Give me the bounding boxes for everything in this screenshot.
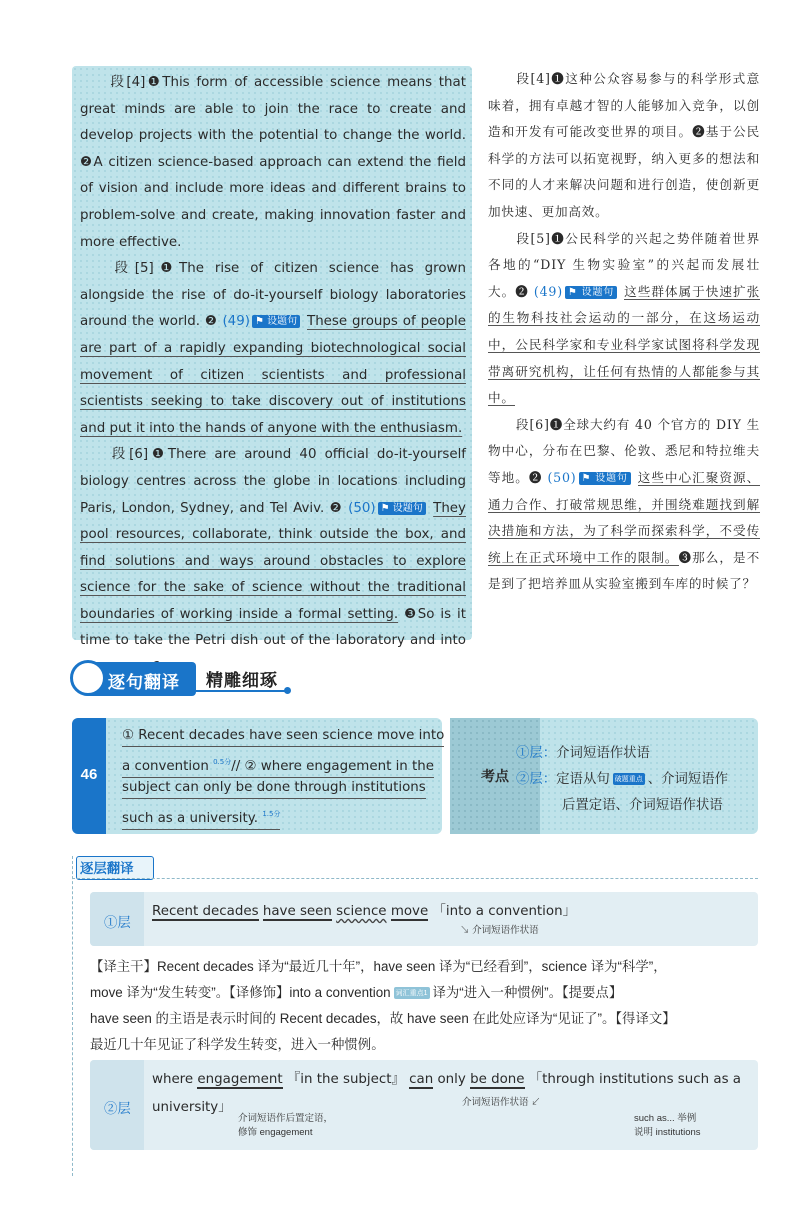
magnifier-icon	[70, 660, 106, 696]
paragraph-label: 段[6]	[108, 447, 149, 463]
sentence-number: 46	[80, 766, 98, 783]
cn-paragraph-6: 段[6]❶全球大约有 40 个官方的 DIY 生物中心，分布在巴黎、伦敦、悉尼和特拉维夫等地。❷ (50) ⚑ 设题句 这些中心汇聚资源、通力合作、打破常规思维，并围绕难题找到解决措施和方法，为了科学而探索科学，不受传统上在正式环境中工作的限制。❸那么，是不是到了把培养皿从实验室搬到车库的时候了？	[488, 416, 761, 592]
section-subtitle: 精雕细琢	[206, 671, 278, 690]
kaodian-item: ②层：定语从句 破题重点 、介词短语作	[516, 771, 729, 786]
layer-2-note: 介词短语作状语 ↙	[462, 1097, 541, 1108]
explain-line: have seen 的主语是表示时间的 Recent decades，故 have seen 在此处应译为“见证了”。【得译文】	[90, 1011, 676, 1026]
layered-tab-label: 逐层翻译	[80, 861, 134, 876]
kaodian-item: 后置定语、介词短语作状语	[562, 797, 723, 812]
layer-1-note: ↘ 介词短语作状语	[460, 925, 539, 936]
score-note: 1.5分	[262, 810, 281, 818]
kaodian-label: 考点	[481, 768, 509, 784]
question-sentence: They pool resources, collaborate, think outside the box, and find solutions and ways around obstacles to explore science for the sake of science without the traditional boundaries of working inside a formal setting.	[80, 500, 466, 622]
explain-line: 【译主干】Recent decades 译为“最近几十年”，have seen 译为“已经看到”，science 译为“科学”，	[90, 959, 667, 974]
flag-icon: ⚑ 设题句	[378, 502, 426, 515]
english-passage	[80, 70, 466, 682]
kaodian-item: ①层：介词短语作状语	[516, 745, 650, 760]
en-paragraph-5: 段[5]❶The rise of citizen science has grown alongside the rise of do-it-yourself biology laboratories around the world. ❷ (49) ⚑ 设题句 These groups of people are part of a rapidly expanding biotechnological social movement of citizen scientists and professional scientists seeking to take discovery out of institutions and put it into the hands of anyone with the enthusiasm.	[80, 261, 467, 436]
divider-dot	[284, 687, 291, 694]
sentence-marker: ❶	[153, 261, 180, 277]
sentence-marker: ❶	[145, 75, 163, 90]
layer-2-note: 说明 institutions	[634, 1127, 701, 1138]
question-number: (50)	[348, 500, 376, 516]
sentence-line: a convention $^{0.5分}$// ② where engagement in the	[122, 752, 434, 778]
vocab-badge: 词汇重点1	[394, 987, 430, 999]
question-sentence: These groups of people are part of a rapidly expanding biotechnological social movement of citizen scientists and professional scientists seeking to take discovery out of institutions and put it into the hands of anyone with the enthusiasm.	[80, 314, 466, 436]
layer-2-note: such as... 举例	[634, 1113, 697, 1124]
layer-2-label: ②层	[104, 1101, 131, 1116]
layer-2-note: 介词短语作后置定语，	[238, 1113, 334, 1124]
explain-line: move 译为“发生转变”。【译修饰】into a convention 词汇重点1 译为“进入一种惯例”。【提要点】	[90, 985, 623, 1000]
layer-2-sentence: university」	[152, 1100, 232, 1115]
section-title: 逐句翻译	[108, 673, 180, 692]
layer-2-sentence: where engagement 『in the subject』 can only be done 「through institutions such as a	[152, 1072, 742, 1087]
sentence-line: ① Recent decades have seen science move into	[122, 726, 444, 747]
cn-paragraph-5: 段[5]❶公民科学的兴起之势伴随着世界各地的“DIY 生物实验室”的兴起而发展壮大。❷ (49) ⚑ 设题句 这些群体属于快速扩张的生物科技社会运动的一部分，在这场运动中，公民科学家和专业科学家试图将科学发现带离研究机构，让任何有热情的人都能参与其中。	[488, 230, 760, 406]
layer-2-note: 修饰 engagement	[238, 1127, 313, 1138]
cn-paragraph-4: 段[4]❶这种公众容易参与的科学形式意味着，拥有卓越才智的人能够加入竞争，以创造和开发有可能改变世界的项目。❷基于公民科学的方法可以拓宽视野，纳入更多的想法和不同的人才来解决问题和进行创造，使创新更加快速、更加高效。	[488, 71, 761, 219]
en-paragraph-4: 段[4]❶This form of accessible science means that great minds are able to join the race to create and develop projects with the potential to change the world. ❷A citizen science-based approach can extend the field of vision and include more ideas and different brains to problem-solve and create, making innovation faster and more effective.	[80, 75, 467, 250]
question-number: (49)	[222, 314, 250, 330]
divider	[72, 856, 73, 1176]
divider	[196, 690, 288, 692]
en-paragraph-6: 段[6]❶There are around 40 official do-it-yourself biology centres across the globe in locations including Paris, London, Sydney, and Tel Aviv. ❷ (50) ⚑ 设题句 They pool resources, collaborate, think outside the box, and find solutions and ways around obstacles to explore science for the sake of science without the traditional boundaries of working inside a formal setting. ❸So is it time to take the Petri dish out of the laboratory and into	[80, 447, 466, 649]
divider	[72, 878, 758, 879]
sentence-marker: ❶	[148, 447, 168, 463]
sentence-marker: ❸	[404, 606, 418, 622]
paragraph-label: 段[5]	[108, 261, 154, 277]
layer-1-sentence: Recent decades have seen science move 「into a convention」	[152, 904, 576, 919]
score-note: 0.5分	[213, 758, 232, 766]
sentence-marker: ❷	[204, 314, 218, 330]
chinese-translation	[488, 66, 760, 598]
key-point-badge: 破题重点	[613, 773, 645, 785]
sentence-line: subject can only be done through institutions	[122, 778, 426, 799]
paragraph-label: 段[4]	[108, 75, 146, 90]
sentence-marker: ❷	[80, 154, 94, 170]
sentence-marker: ❷	[329, 500, 343, 516]
flag-icon: ⚑ 设题句	[252, 315, 300, 328]
explain-line: 最近几十年见证了科学发生转变，进入一种惯例。	[90, 1037, 385, 1052]
sentence-line: such as a university. $^{1.5分}$	[122, 804, 280, 830]
layer-1-label: ①层	[104, 915, 131, 930]
flag-icon: ⚑ 设题句	[565, 286, 617, 299]
flag-icon: ⚑ 设题句	[579, 472, 631, 485]
